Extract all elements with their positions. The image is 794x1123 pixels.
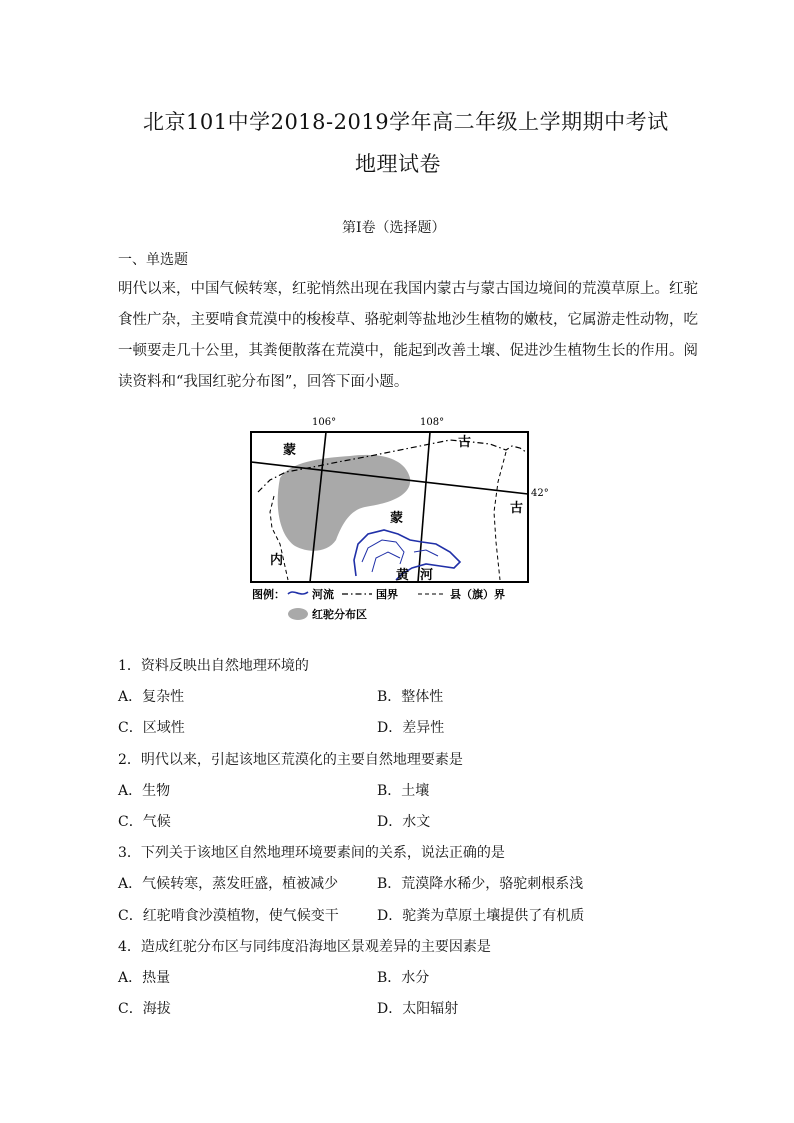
- question-1-option-b: B．整体性: [377, 689, 444, 705]
- county-border: [494, 452, 506, 580]
- question-2-option-a: A．生物: [118, 783, 171, 799]
- question-4-option-c: C．海拔: [118, 1001, 171, 1017]
- page-title: 北京101中学2018-2019学年高二年级上学期期中考试: [143, 110, 669, 134]
- label-huang: 黄: [396, 568, 410, 583]
- label-gu-right: 古: [510, 501, 524, 516]
- legend-border-label: 国界: [376, 588, 398, 601]
- legend-camel-symbol: [288, 608, 308, 620]
- question-3-option-b: B．荒漠降水稀少，骆驼刺根系浅: [377, 876, 584, 892]
- legend-county-label: 县（旗）界: [450, 588, 505, 601]
- label-nei: 内: [270, 553, 284, 568]
- question-1-option-d: D．差异性: [377, 720, 445, 736]
- question-1-option-c: C．区域性: [118, 720, 185, 736]
- question-2-option-c: C．气候: [118, 814, 171, 830]
- lon-108-label: 108°: [420, 417, 445, 428]
- label-gu-top: 古: [458, 435, 472, 450]
- lat-42-label: 42°: [531, 488, 549, 499]
- lon-106-label: 106°: [312, 417, 337, 428]
- question-2-option-b: B．土壤: [377, 783, 430, 799]
- passage-line: 一顿要走几十公里，其粪便散落在荒漠中，能起到改善土壤、促进沙生植物生长的作用。阅: [118, 343, 698, 359]
- label-he: 河: [420, 568, 434, 583]
- camel-distribution-map: [250, 412, 549, 627]
- question-4-option-a: A．热量: [118, 970, 171, 986]
- page-subtitle: 地理试卷: [355, 152, 441, 176]
- question-4-stem: 4．造成红驼分布区与同纬度沿海地区景观差异的主要因素是: [118, 939, 491, 955]
- question-4-option-b: B．水分: [377, 970, 430, 986]
- section-type-label: 一、单选题: [118, 252, 188, 268]
- passage-line: 明代以来，中国气候转寒，红驼悄然出现在我国内蒙古与蒙古国边境间的荒漠草原上。红驼: [118, 281, 698, 297]
- meridian-108: [418, 432, 430, 582]
- question-3-option-a: A．气候转寒，蒸发旺盛，植被减少: [118, 876, 339, 892]
- question-3-stem: 3．下列关于该地区自然地理环境要素间的关系，说法正确的是: [118, 845, 505, 861]
- question-4-option-d: D．太阳辐射: [377, 1001, 459, 1017]
- passage-line: 读资料和“我国红驼分布图”，回答下面小题。: [118, 374, 409, 390]
- question-3-option-d: D．驼粪为草原土壤提供了有机质: [377, 908, 585, 924]
- question-3-option-c: C．红驼啃食沙漠植物，使气候变干: [118, 908, 339, 924]
- question-1-stem: 1．资料反映出自然地理环境的: [118, 658, 309, 674]
- legend-river-label: 河流: [312, 588, 334, 601]
- volume-label: 第I卷（选择题）: [342, 220, 446, 236]
- passage-line: 食性广杂，主要啃食荒漠中的梭梭草、骆驼刺等盐地沙生植物的嫩枝，它属游走性动物，吃: [118, 312, 698, 328]
- question-1-option-a: A．复杂性: [118, 689, 185, 705]
- label-meng-mid: 蒙: [390, 511, 404, 526]
- label-meng-top: 蒙: [283, 443, 297, 458]
- legend-camel-label: 红驼分布区: [312, 608, 367, 621]
- legend-river-symbol: [288, 592, 308, 594]
- question-2-option-d: D．水文: [377, 814, 431, 830]
- legend-title: 图例：: [252, 588, 285, 601]
- reading-passage: [118, 274, 698, 398]
- camel-area: [278, 455, 410, 551]
- river-tributary: [414, 550, 438, 556]
- river-tributary: [362, 540, 404, 564]
- question-2-stem: 2．明代以来，引起该地区荒漠化的主要自然地理要素是: [118, 752, 463, 768]
